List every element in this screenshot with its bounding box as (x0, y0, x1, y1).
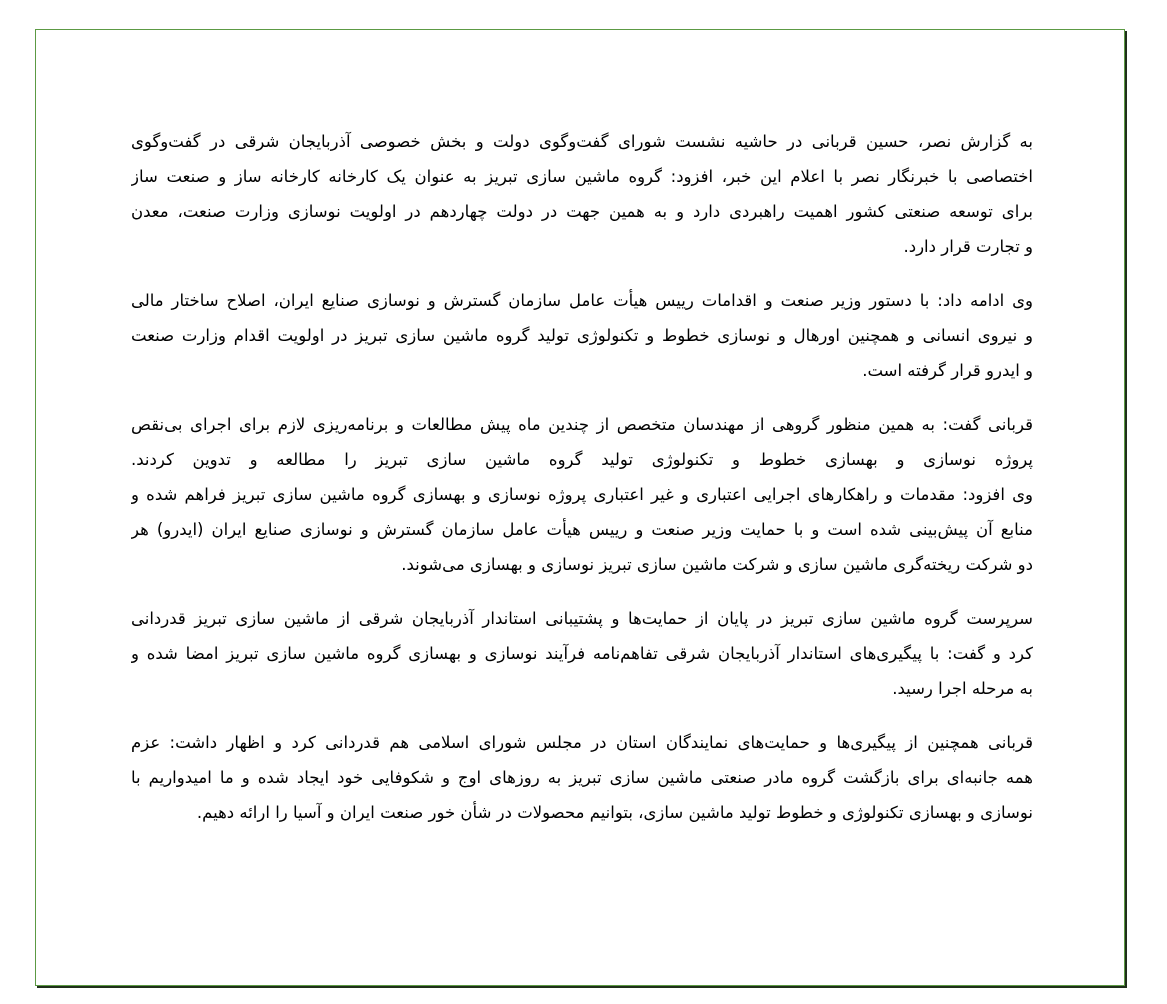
paragraph-3 (131, 407, 1033, 582)
text-line: پروژه نوسازی و بهسازی خطوط و تکنولوژی تولید گروه ماشین سازی تبریز را مطالعه و تدوین کردند. (131, 450, 1033, 469)
text-line: و نیروی انسانی و همچنین اورهال و نوسازی خطوط و تکنولوژی تولید گروه ماشین سازی تبریز در اولویت اقدام وزارت صنعت (131, 326, 1033, 345)
text-line: قربانی گفت: به همین منظور گروهی از مهندسان متخصص از چندین ماه پیش مطالعات و برنامه‌ریزی لازم برای اجرای بی‌نقص (131, 415, 1033, 434)
text-line: سرپرست گروه ماشین سازی تبریز در پایان از حمایت‌ها و پشتیبانی استاندار آذربایجان شرقی از ماشین سازی تبریز قدردانی (131, 609, 1033, 628)
text-line: قربانی همچنین از پیگیری‌ها و حمایت‌های نمایندگان استان در مجلس شورای اسلامی هم قدردانی کرد و اظهار داشت: عزم (131, 733, 1033, 752)
text-line: وی ادامه داد: با دستور وزیر صنعت و اقدامات رییس هیأت عامل سازمان گسترش و نوسازی صنایع ایران، اصلاح ساختار مالی (131, 291, 1033, 310)
text-line: به گزارش نصر، حسین قربانی در حاشیه نشست شورای گفت‌وگوی دولت و بخش خصوصی آذربایجان شرقی در گفت‌وگوی (131, 132, 1033, 151)
paragraph-5 (131, 725, 1033, 830)
article-body (131, 124, 1033, 849)
text-line: و تجارت قرار دارد. (903, 237, 1033, 256)
text-line: همه جانبه‌ای برای بازگشت گروه مادر صنعتی ماشین سازی تبریز به روزهای اوج و شکوفایی خود ایجاد شده و ما امیدواریم با (131, 768, 1033, 787)
text-line: اختصاصی با خبرنگار نصر با اعلام این خبر، افزود: گروه ماشین سازی تبریز به عنوان یک کارخانه کارخانه ساز و صنعت ساز (131, 167, 1033, 186)
text-line: وی افزود: مقدمات و راهکارهای اجرایی اعتباری و غیر اعتباری پروژه نوسازی و بهسازی گروه ماشین سازی تبریز فراهم شده و (131, 485, 1033, 504)
text-line: نوسازی و بهسازی تکنولوژی و خطوط تولید ماشین سازی، بتوانیم محصولات در شأن خور صنعت ایران و آسیا را ارائه دهیم. (196, 803, 1033, 822)
text-line: کرد و گفت: با پیگیری‌های استاندار آذربایجان شرقی تفاهم‌نامه فرآیند نوسازی و بهسازی گروه ماشین سازی تبریز امضا شده و (131, 644, 1033, 663)
text-line: منابع آن پیش‌بینی شده است و با حمایت وزیر صنعت و رییس هیأت عامل سازمان گسترش و نوسازی صنایع ایران (ایدرو) هر (131, 520, 1033, 539)
paragraph-4 (131, 601, 1033, 706)
text-line: و ایدرو قرار گرفته است. (862, 361, 1033, 380)
text-line: به مرحله اجرا رسید. (892, 679, 1033, 698)
paragraph-2 (131, 283, 1033, 388)
paragraph-1 (131, 124, 1033, 264)
text-line: دو شرکت ریخته‌گری ماشین سازی و شرکت ماشین سازی تبریز نوسازی و بهسازی می‌شوند. (401, 555, 1033, 574)
text-line: برای توسعه صنعتی کشور اهمیت راهبردی دارد و به همین جهت در دولت چهاردهم در اولویت نوسازی وزارت صنعت، معدن (131, 202, 1033, 221)
